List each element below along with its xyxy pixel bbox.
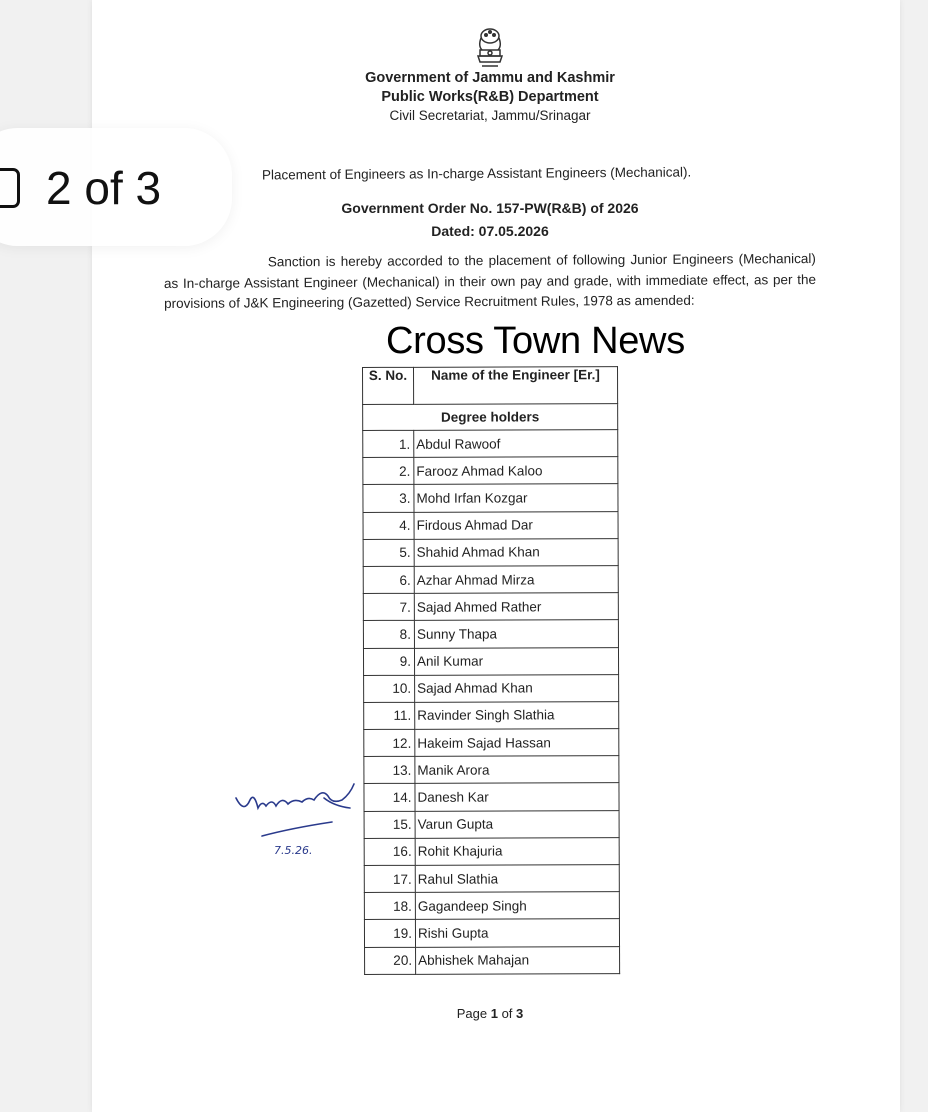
table-row <box>364 810 619 838</box>
table-row <box>364 729 619 757</box>
row-engineer-name: Anil Kumar <box>414 647 618 675</box>
watermark-text: Cross Town News <box>386 320 685 362</box>
row-serial-number: 19. <box>364 920 415 947</box>
row-serial-number: 13. <box>364 757 415 784</box>
order-subject: Placement of Engineers as In-charge Assistant Engineers (Mechanical). <box>261 164 692 183</box>
row-engineer-name: Rishi Gupta <box>415 919 619 947</box>
row-serial-number: 12. <box>364 729 415 756</box>
row-engineer-name: Danesh Kar <box>415 783 619 811</box>
header-department: Public Works(R&B) Department <box>381 89 599 105</box>
header-address: Civil Secretariat, Jammu/Srinagar <box>389 108 591 123</box>
ashoka-emblem-icon <box>472 26 508 70</box>
table-row <box>363 647 618 675</box>
row-engineer-name: Rahul Slathia <box>415 865 619 893</box>
row-serial-number: 16. <box>364 838 415 865</box>
table-row <box>365 946 620 974</box>
table-row <box>363 430 618 458</box>
row-engineer-name: Abdul Rawoof <box>414 430 618 458</box>
row-engineer-name: Shahid Ahmad Khan <box>414 538 618 566</box>
footer-page-of: of <box>501 1006 513 1021</box>
page-counter-text: 2 of 3 <box>46 162 162 214</box>
row-engineer-name: Farooz Ahmad Kaloo <box>414 457 618 485</box>
order-date: Dated: 07.05.2026 <box>431 223 549 239</box>
engineers-table <box>362 366 620 975</box>
row-engineer-name: Firdous Ahmad Dar <box>414 511 618 539</box>
order-number: Government Order No. 157-PW(R&B) of 2026 <box>341 200 639 216</box>
row-serial-number: 14. <box>364 784 415 811</box>
table-row <box>364 892 619 920</box>
footer-page-label: Page <box>456 1006 488 1021</box>
row-engineer-name: Abhishek Mahajan <box>416 946 620 974</box>
row-engineer-name: Sajad Ahmad Khan <box>415 674 619 702</box>
column-header-name: Name of the Engineer [Er.] <box>414 367 618 405</box>
table-row <box>364 783 619 811</box>
row-serial-number: 2. <box>363 458 414 485</box>
row-serial-number: 6. <box>363 566 414 593</box>
row-serial-number: 8. <box>363 621 414 648</box>
row-serial-number: 9. <box>363 648 414 675</box>
row-serial-number: 15. <box>364 811 415 838</box>
group-heading: Degree holders <box>363 404 618 431</box>
row-engineer-name: Azhar Ahmad Mirza <box>414 566 618 594</box>
footer-page-total: 3 <box>516 1006 524 1021</box>
row-engineer-name: Ravinder Singh Slathia <box>415 701 619 729</box>
row-serial-number: 3. <box>363 485 414 512</box>
row-serial-number: 17. <box>364 865 415 892</box>
table-row <box>364 674 619 702</box>
svg-text:7.5.26.: 7.5.26. <box>274 844 313 857</box>
table-row <box>364 919 619 947</box>
row-engineer-name: Sajad Ahmed Rather <box>414 593 618 621</box>
table-row <box>363 538 618 566</box>
footer-page-current: 1 <box>490 1006 498 1021</box>
table-row <box>364 756 619 784</box>
table-row <box>364 701 619 729</box>
table-row <box>363 620 618 648</box>
row-serial-number: 20. <box>365 947 416 974</box>
table-row <box>363 484 618 512</box>
table-row <box>364 837 619 865</box>
order-paragraph: Sanction is hereby accorded to the placement of following Junior Engineers (Mechanical) as In-charge Assistant Engineer (Mechanical) in their own pay and grade, with immediate effect, as per the provisions of J&K Engineering (Gazetted) Service Recruitment Rules, 1978 as amended: <box>163 251 817 311</box>
row-serial-number: 18. <box>364 893 415 920</box>
row-serial-number: 11. <box>364 702 415 729</box>
row-serial-number: 10. <box>364 675 415 702</box>
table-row <box>363 593 618 621</box>
row-engineer-name: Varun Gupta <box>415 810 619 838</box>
row-engineer-name: Hakeim Sajad Hassan <box>415 729 619 757</box>
row-serial-number: 4. <box>363 512 414 539</box>
row-engineer-name: Rohit Khajuria <box>415 837 619 865</box>
header-government: Government of Jammu and Kashmir <box>365 70 615 86</box>
table-row <box>363 511 618 539</box>
page-footer <box>400 1006 580 1021</box>
row-engineer-name: Gagandeep Singh <box>415 892 619 920</box>
table-row <box>364 865 619 893</box>
page-icon <box>0 168 20 208</box>
table-row <box>363 566 618 594</box>
row-engineer-name: Mohd Irfan Kozgar <box>414 484 618 512</box>
column-header-sno: S. No. <box>363 367 414 404</box>
table-row <box>363 457 618 485</box>
row-engineer-name: Sunny Thapa <box>414 620 618 648</box>
row-serial-number: 1. <box>363 430 414 457</box>
row-serial-number: 5. <box>363 539 414 566</box>
row-engineer-name: Manik Arora <box>415 756 619 784</box>
row-serial-number: 7. <box>363 593 414 620</box>
signature <box>232 778 362 858</box>
